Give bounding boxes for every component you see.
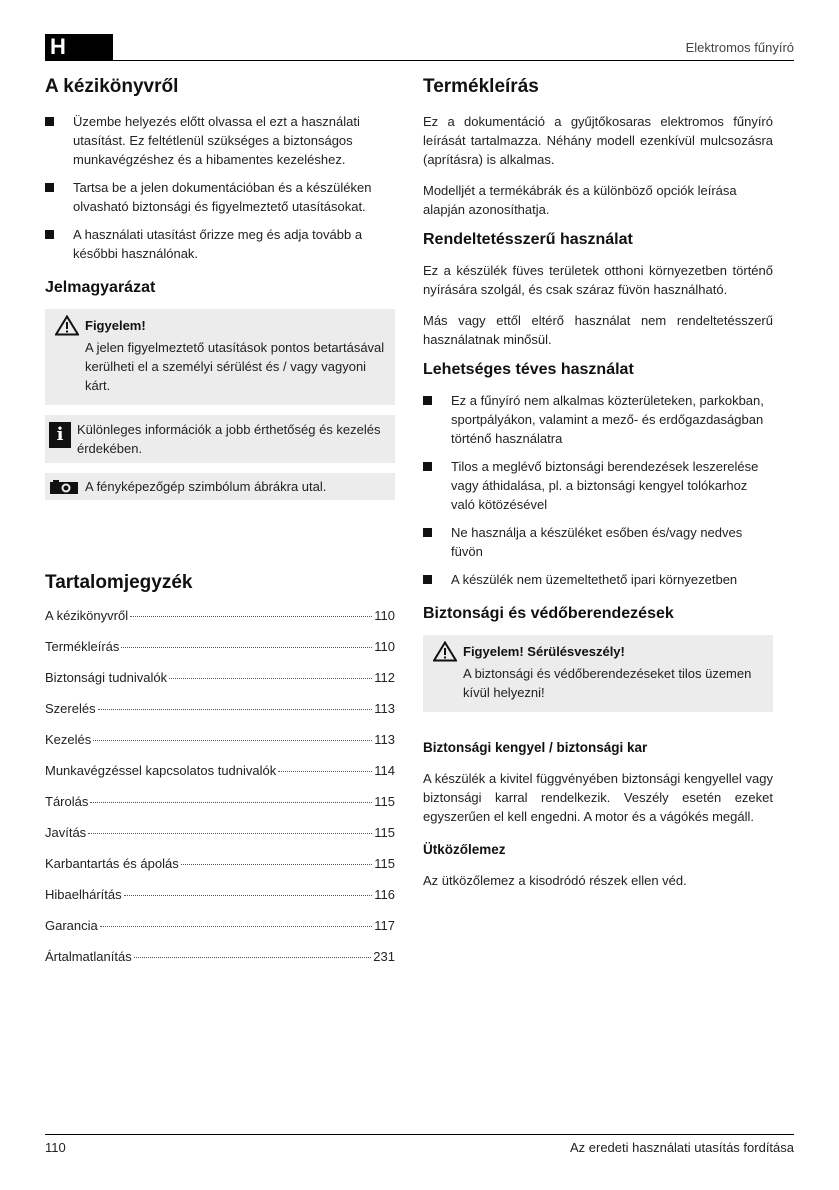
safety-bar-heading: Biztonsági kengyel / biztonsági kar [423,740,648,755]
toc-entry-page: 113 [374,732,395,747]
toc-entry[interactable] [45,887,395,918]
toc-leader [100,926,373,927]
deflector-plate-paragraph: Az ütközőlemez a kisodródó részek ellen véd. [423,873,687,888]
safety-warning-box [423,635,773,712]
toc-list [45,608,395,980]
toc-leader [93,740,372,741]
toc-leader [134,957,372,958]
toc-entry[interactable] [45,608,395,639]
intended-use-paragraph: Más vagy ettől eltérő használat nem rendeltetésszerű használatnak minősül. [423,313,773,347]
toc-entry[interactable] [45,670,395,701]
info-text: Különleges információk a jobb érthetőség és kezelés érdekében. [77,422,381,456]
toc-entry[interactable] [45,732,395,763]
warning-triangle-icon [55,315,79,336]
toc-entry-title: Kezelés [45,732,92,747]
toc-entry-page: 115 [374,825,395,840]
list-item: A készülék nem üzemeltethető ipari környezetben [423,570,773,589]
page-number: 110 [45,1140,66,1155]
left-column [45,72,395,980]
toc-entry-page: 116 [374,887,395,902]
toc-entry-page: 115 [374,794,395,809]
section-misuse [423,361,773,589]
toc-entry[interactable] [45,639,395,670]
section-intended-use [423,231,773,349]
toc-entry-title: Munkavégzéssel kapcsolatos tudnivalók [45,763,277,778]
toc-entry-title: A kézikönyvről [45,608,129,623]
language-letter: H [50,34,66,59]
toc-entry-title: Szerelés [45,701,96,716]
toc-leader [181,864,373,865]
list-item: Tartsa be a jelen dokumentációban és a készüléken olvasható biztonsági és figyelmeztető utasításokat. [45,178,395,216]
toc-entry-page: 231 [373,949,395,964]
product-heading: Termékleírás [423,76,539,97]
intended-use-paragraph: Ez a készülék füves területek otthoni környezetben történő nyírására szolgál, és csak száraz füvön használható. [423,263,773,297]
right-column [423,72,773,902]
warning-text: A biztonsági és védőberendezéseket tilos üzemen kívül helyezni! [463,666,752,700]
toc-entry-title: Ártalmatlanítás [45,949,132,964]
toc-entry-title: Biztonsági tudnivalók [45,670,168,685]
deflector-plate-heading: Ütközőlemez [423,842,506,857]
section-safety-devices [423,605,773,890]
toc-leader [130,616,372,617]
footer-note: Az eredeti használati utasítás fordítása [569,1140,794,1155]
toc-leader [278,771,372,772]
toc-entry[interactable] [45,763,395,794]
list-item: A használati utasítást őrizze meg és adja tovább a későbbi használónak. [45,225,395,263]
toc-entry[interactable] [45,949,395,980]
language-tab [45,34,113,60]
toc-leader [121,647,372,648]
toc-entry-title: Tárolás [45,794,89,809]
footer-rule [45,1134,794,1135]
toc-entry[interactable] [45,794,395,825]
info-icon: i [49,422,71,448]
toc-leader [98,709,373,710]
manual-bullet-list [45,112,395,263]
misuse-bullet-list [423,391,773,589]
toc-entry[interactable] [45,918,395,949]
safety-devices-heading: Biztonsági és védőberendezések [423,605,674,622]
warning-text: A jelen figyelmeztető utasítások pontos betartásával kerülheti el a személyi sérülést és / vagy vagyoni kárt. [85,340,385,393]
manual-heading: A kézikönyvről [45,76,179,97]
legend-info-box [45,415,395,463]
toc-entry-page: 110 [374,639,395,654]
list-item: Ne használja a készüléket esőben és/vagy nedves füvön [423,523,773,561]
toc-entry-page: 110 [374,608,395,623]
camera-icon [49,479,79,495]
toc-entry-title: Garancia [45,918,98,933]
toc-entry-page: 112 [374,670,395,685]
toc-entry-page: 114 [374,763,395,778]
list-item: Üzembe helyezés előtt olvassa el ezt a használati utasítást. Ez feltétlenül szükséges a biztonságos munkavégzéshez és a hibamentes kezeléshez. [45,112,395,169]
toc-entry-page: 115 [374,856,395,871]
section-manual [45,76,395,263]
toc-entry[interactable] [45,825,395,856]
toc-leader [90,802,372,803]
product-paragraph: Modelljét a termékábrák és a különböző opciók leírása alapján azonosíthatja. [423,183,737,217]
section-toc [45,572,395,980]
toc-leader [169,678,372,679]
warning-triangle-icon [433,641,457,662]
legend-camera-box [45,473,395,500]
legend-heading: Jelmagyarázat [45,279,156,296]
toc-entry[interactable] [45,701,395,732]
product-paragraph: Ez a dokumentáció a gyűjtőkosaras elektromos fűnyíró leírását tartalmazza. Néhány modell ezenkívül mulcsozásra (aprításra) is alkalmas. [423,114,773,167]
warning-title: Figyelem! [85,318,146,333]
running-header-title: Elektromos fűnyíró [685,40,794,55]
list-item: Ez a fűnyíró nem alkalmas közterületeken, parkokban, sportpályákon, valamint a mező- és erdőgazdaságban történő használatra [423,391,773,448]
toc-entry-title: Javítás [45,825,87,840]
toc-entry-title: Karbantartás és ápolás [45,856,179,871]
toc-leader [124,895,373,896]
camera-text: A fényképezőgép szimbólum ábrákra utal. [85,479,327,494]
toc-entry-title: Hibaelhárítás [45,887,122,902]
toc-heading: Tartalomjegyzék [45,572,193,593]
header-rule [45,60,794,61]
warning-title: Figyelem! Sérülésveszély! [463,644,625,659]
intended-use-heading: Rendeltetésszerű használat [423,231,633,248]
legend-warning-box [45,309,395,405]
toc-entry-page: 117 [374,918,395,933]
toc-leader [88,833,372,834]
safety-bar-paragraph: A készülék a kivitel függvényében biztonsági kengyellel vagy biztonsági karral rendelkezik. Veszély esetén ezeket egyszerűen el kell engedni. A motor és a vágókés megáll. [423,771,773,824]
section-product [423,76,773,219]
toc-entry-page: 113 [374,701,395,716]
section-legend [45,279,395,500]
misuse-heading: Lehetséges téves használat [423,361,634,378]
list-item: Tilos a meglévő biztonsági berendezések leszerelése vagy áthidalása, pl. a biztonsági kengyel tolókarhoz való kötözésével [423,457,773,514]
toc-entry[interactable] [45,856,395,887]
toc-entry-title: Termékleírás [45,639,120,654]
